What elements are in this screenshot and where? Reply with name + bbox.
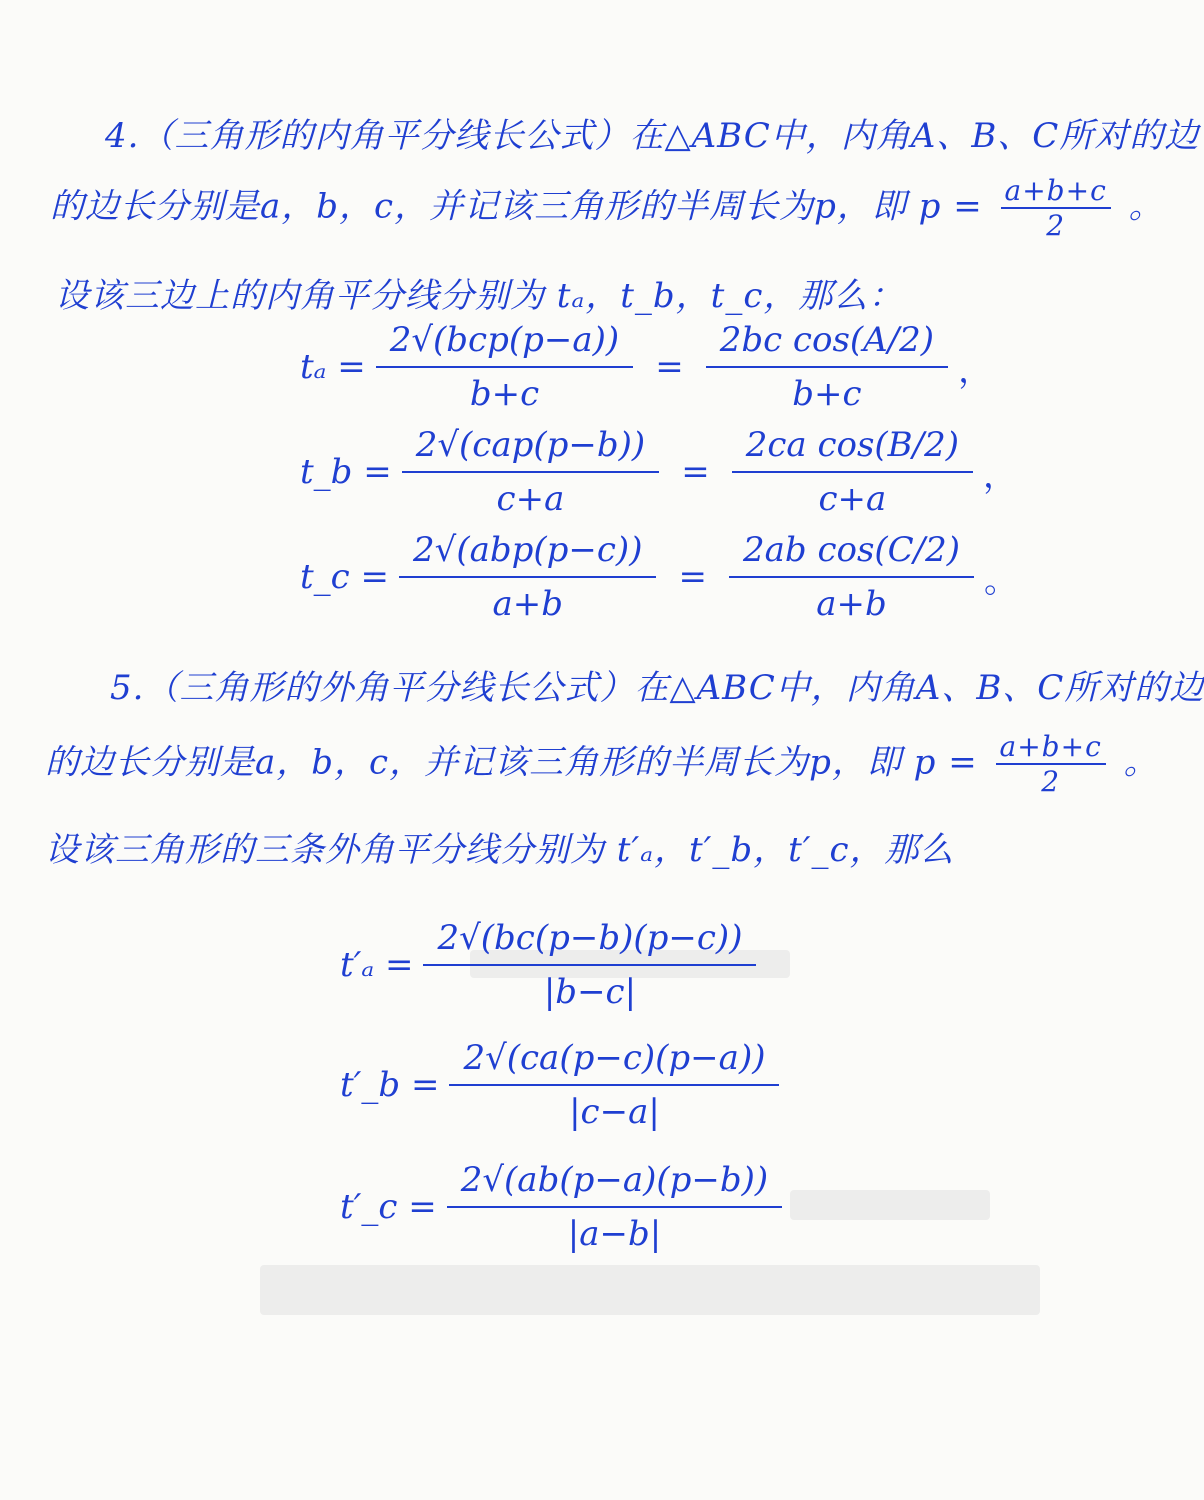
equation-lhs: t_c =	[300, 557, 390, 597]
section5-equation-tb-prime	[340, 1038, 779, 1132]
section5-semiperimeter-fraction	[996, 732, 1106, 797]
fraction-denominator: b+c	[469, 374, 540, 414]
section5-intro: 设该三角形的三条外角平分线分别为 t′ₐ，t′_b，t′_c，那么	[45, 830, 955, 870]
fraction-numerator: 2√(abp(p−c))	[399, 530, 656, 578]
bleed-through-mark	[260, 1265, 1040, 1315]
equation-fraction	[732, 425, 973, 519]
equation-punctuation: ，	[958, 350, 993, 391]
section5-line2	[45, 732, 1159, 797]
section4-semiperimeter-fraction	[1001, 176, 1111, 241]
equation-lhs: tₐ =	[300, 347, 366, 387]
equation-fraction	[706, 320, 948, 414]
fraction-denominator: 2	[1041, 765, 1061, 799]
equation-fraction	[729, 530, 974, 624]
fraction-denominator: c+a	[818, 479, 887, 519]
section4-line3	[55, 268, 903, 317]
section4-equation-ta	[300, 320, 992, 414]
section5-heading: 5.（三角形的外角平分线长公式）在△ABC中，内角A、B、C所对的边	[110, 668, 1204, 708]
section4-equation-tb	[300, 425, 1017, 519]
equation-punctuation: 。	[984, 560, 1019, 601]
section5-equation-ta-prime	[340, 918, 756, 1012]
section5-line1	[110, 660, 1204, 709]
equation-punctuation: ，	[983, 455, 1018, 496]
equation-lhs: t′_c =	[340, 1187, 437, 1227]
equals-sign: =	[681, 452, 710, 492]
fraction-numerator: 2bc cos(A/2)	[706, 320, 948, 368]
section4-heading: 4.（三角形的内角平分线长公式）在△ABC中，内角A、B、C所对的边	[105, 116, 1200, 156]
fraction-denominator: b+c	[792, 374, 862, 414]
fraction-denominator: |a−b|	[567, 1214, 662, 1254]
equation-lhs: t′_b =	[340, 1065, 440, 1105]
section4-semiperimeter-text: 的边长分别是a，b，c，并记该三角形的半周长为p，即 p =	[50, 186, 983, 227]
bleed-through-mark	[790, 1190, 990, 1220]
sentence-end: 。	[1128, 186, 1164, 227]
fraction-numerator: 2√(ab(p−a)(p−b))	[447, 1160, 782, 1208]
equation-fraction	[376, 320, 633, 414]
equals-sign: =	[655, 347, 684, 387]
equation-fraction	[447, 1160, 782, 1254]
sentence-end: 。	[1123, 742, 1159, 783]
section5-semiperimeter-text: 的边长分别是a，b，c，并记该三角形的半周长为p，即 p =	[45, 742, 978, 783]
equation-lhs: t′ₐ =	[340, 945, 414, 985]
equation-lhs: t_b =	[300, 452, 392, 492]
section5-line3	[45, 822, 955, 871]
fraction-numerator: a+b+c	[1001, 176, 1111, 209]
section4-line1	[105, 108, 1199, 157]
fraction-denominator: c+a	[496, 479, 565, 519]
fraction-denominator: 2	[1046, 209, 1066, 243]
equation-fraction	[423, 918, 756, 1012]
section4-equation-tc	[300, 530, 1018, 624]
fraction-numerator: 2ca cos(B/2)	[732, 425, 973, 473]
fraction-numerator: 2ab cos(C/2)	[729, 530, 974, 578]
fraction-numerator: a+b+c	[996, 732, 1106, 765]
fraction-numerator: 2√(bc(p−b)(p−c))	[423, 918, 756, 966]
section5-equation-tc-prime	[340, 1160, 782, 1254]
equals-sign: =	[678, 557, 707, 597]
section4-intro: 设该三边上的内角平分线分别为 tₐ，t_b，t_c，那么：	[55, 276, 904, 316]
fraction-numerator: 2√(ca(p−c)(p−a))	[449, 1038, 779, 1086]
fraction-denominator: a+b	[816, 584, 887, 624]
section4-line2	[50, 176, 1164, 241]
equation-fraction	[402, 425, 659, 519]
fraction-numerator: 2√(cap(p−b))	[402, 425, 659, 473]
fraction-numerator: 2√(bcp(p−a))	[376, 320, 633, 368]
equation-fraction	[449, 1038, 779, 1132]
fraction-denominator: |b−c|	[543, 972, 637, 1012]
equation-fraction	[399, 530, 656, 624]
fraction-denominator: a+b	[492, 584, 563, 624]
fraction-denominator: |c−a|	[569, 1092, 660, 1132]
